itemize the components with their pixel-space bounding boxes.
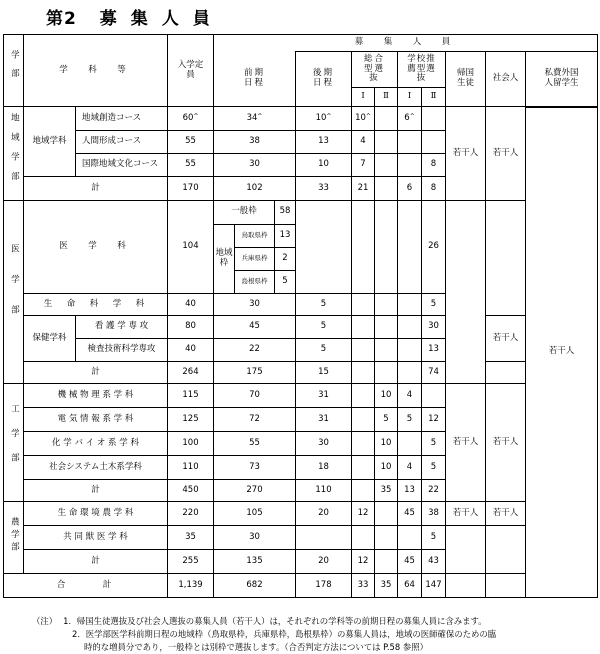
shakaijin-medical-bottom [486,362,526,384]
suisen2-cell: 5 [422,456,446,480]
suisen1-cell: 45 [398,550,422,574]
koki-cell: 110 [296,480,352,502]
teiin-cell: 35 [168,526,214,550]
suisen1-cell: 64 [398,574,422,598]
note-2: 2．医学部医学科前期日程の地域枠（鳥取県枠，兵庫県枠，島根県枠）の募集人員は，地域の医師確保のための臨 [72,629,497,639]
teiin-cell: 220 [168,502,214,526]
suisen1-cell: 5 [398,408,422,432]
header-zenki: 前期日程 [214,52,296,107]
sogo2-cell [375,177,398,201]
faculty-agriculture: 農学部 [4,502,24,574]
sogo2-cell [375,502,398,526]
zenki-cell: 38 [214,131,296,154]
zenki-cell: 22 [214,339,296,362]
sogo1-cell [352,432,375,456]
header-shakaijin: 社会人 [486,52,526,107]
dept-name: 化 学 バ イ オ 系 学 科 [24,432,168,456]
koki-cell: 31 [296,384,352,408]
header-boshu: 募 集 人 員 [214,35,598,52]
course-name: 地域創造コース [76,107,168,131]
suisen2-cell [422,384,446,408]
sogo1-cell: 4 [352,131,375,154]
sogo2-cell [375,526,398,550]
shakaijin-regional: 若干人 [486,107,526,201]
shakaijin-medical-top [486,201,526,316]
zenki-cell: 70 [214,384,296,408]
table-row [4,526,598,550]
sogo2-cell: 35 [375,480,398,502]
zenki-cell: 682 [214,574,296,598]
sogo1-cell: 12 [352,502,375,526]
suisen2-cell [422,131,446,154]
suisen2-cell: 22 [422,480,446,502]
zenki-cell: 30 [214,154,296,177]
suisen1-cell: 4 [398,456,422,480]
sogo1-cell: 10^ [352,107,375,131]
shakaijin-engineering: 若干人 [486,384,526,502]
chiiki-label: 地域枠 [214,224,235,293]
zenki-cell: 30 [214,526,296,550]
sogo1-cell [352,408,375,432]
koki-cell: 5 [296,316,352,339]
chiiki-shimane-value: 5 [275,270,296,293]
suisen2-cell [422,107,446,131]
dept-igakuka: 医 学 科 [24,201,168,294]
notes [32,615,592,654]
major-name: 検査技術科学専攻 [76,339,168,362]
sogo1-cell: 21 [352,177,375,201]
dept-hoken: 保健学科 [24,316,76,362]
suisen1-cell [398,362,422,384]
koki-cell: 10^ [296,107,352,131]
zenki-cell: 45 [214,316,296,339]
sogo1-cell [352,480,375,502]
suisen1-cell [398,294,422,316]
sogo1-cell [352,526,375,550]
header-gakka: 学 科 等 [24,35,168,107]
notes-prefix: （注） [32,616,58,626]
sogo2-cell: 10 [375,432,398,456]
shakaijin-total-empty [486,574,526,598]
suisen1-cell: 6^ [398,107,422,131]
koki-cell: 33 [296,177,352,201]
dept-name: 社会システム土木系学科 [24,456,168,480]
koki-cell: 13 [296,131,352,154]
suisen1-cell [398,526,422,550]
koki-cell [296,201,352,294]
sogo1-cell [352,339,375,362]
header-suisen: 学校推薦型選抜 [398,52,446,88]
koki-cell: 20 [296,550,352,574]
teiin-cell: 80 [168,316,214,339]
sogo1-cell: 33 [352,574,375,598]
teiin-cell: 170 [168,177,214,201]
sogo2-cell [375,362,398,384]
teiin-cell: 255 [168,550,214,574]
page-title [46,4,224,29]
suisen2-cell: 74 [422,362,446,384]
zenki-cell: 73 [214,456,296,480]
dept-regional: 地域学科 [24,107,76,177]
course-name: 国際地域文化コース [76,154,168,177]
header-sogo-2: Ⅱ [375,88,398,107]
chiiki-shimane-label: 島根県枠 [235,270,275,293]
sogo2-cell: 10 [375,384,398,408]
suisen2-cell: 43 [422,550,446,574]
table-row [4,502,598,526]
koki-cell: 10 [296,154,352,177]
teiin-cell: 115 [168,384,214,408]
faculty-medical: 医学部 [4,201,24,384]
course-name: 人間形成コース [76,131,168,154]
chiiki-tottori-value: 13 [275,224,296,247]
suisen1-cell: 13 [398,480,422,502]
table-row [4,201,598,294]
teiin-cell: 450 [168,480,214,502]
grand-total-label: 合 計 [4,574,168,598]
suisen1-cell: 45 [398,502,422,526]
suisen2-cell: 30 [422,316,446,339]
header-nyugaku-teiin: 入学定員 [168,35,214,107]
teiin-cell: 104 [168,201,214,294]
header-gakubu: 学部 [4,35,24,107]
sogo1-cell [352,316,375,339]
teiin-cell: 125 [168,408,214,432]
zenki-cell: 135 [214,550,296,574]
koki-cell: 18 [296,456,352,480]
kikoku-agriculture: 若干人 [446,502,486,526]
teiin-cell: 264 [168,362,214,384]
kikoku-medical [446,201,486,384]
total-label: 計 [24,550,168,574]
kikoku-agriculture-empty [446,526,486,574]
teiin-cell: 60^ [168,107,214,131]
suisen1-cell [398,432,422,456]
dept-name: 電 気 情 報 系 学 科 [24,408,168,432]
header-sogo: 総合型選抜 [352,52,398,88]
header-ryugaku: 私費外国人留学生 [526,52,598,107]
koki-cell: 15 [296,362,352,384]
faculty-regional: 地域学部 [4,107,24,201]
recruitment-table [3,34,598,598]
kikoku-total-empty [446,574,486,598]
koki-cell: 20 [296,502,352,526]
koki-cell: 178 [296,574,352,598]
dept-name: 機 械 物 理 系 学 科 [24,384,168,408]
zenki-cell: 72 [214,408,296,432]
suisen2-cell: 38 [422,502,446,526]
suisen1-cell: 6 [398,177,422,201]
sogo2-cell [375,154,398,177]
zenki-cell: 30 [214,294,296,316]
sogo1-cell: 7 [352,154,375,177]
teiin-cell: 55 [168,154,214,177]
zenki-cell: 270 [214,480,296,502]
sogo2-cell [375,316,398,339]
ippan-value: 58 [275,201,296,224]
teiin-cell: 100 [168,432,214,456]
table-row [4,107,598,131]
header-suisen-2: Ⅱ [422,88,446,107]
table-row [4,316,598,339]
shakaijin-medical: 若干人 [486,316,526,362]
suisen2-cell: 13 [422,339,446,362]
suisen2-cell: 26 [422,201,446,294]
suisen2-cell: 5 [422,432,446,456]
note-1: 1．帰国生徒選抜及び社会人選抜の募集人員（若干人）は，それぞれの学科等の前期日程の募集人員に含みます。 [63,616,487,626]
chiiki-tottori-label: 鳥取県枠 [235,224,275,247]
sogo2-cell [375,294,398,316]
teiin-cell: 1,139 [168,574,214,598]
total-label: 計 [24,480,168,502]
suisen1-cell [398,201,422,294]
teiin-cell: 40 [168,294,214,316]
teiin-cell: 40 [168,339,214,362]
suisen2-cell: 5 [422,526,446,550]
sogo1-cell [352,294,375,316]
sogo2-cell: 5 [375,408,398,432]
zenki-cell: 102 [214,177,296,201]
total-row [4,362,598,384]
suisen2-cell: 147 [422,574,446,598]
table-row [4,384,598,408]
chiiki-hyogo-label: 兵庫県枠 [235,247,275,270]
sogo1-cell [352,384,375,408]
suisen2-cell: 8 [422,177,446,201]
header-row-1 [4,35,598,52]
sogo2-cell [375,550,398,574]
koki-cell: 5 [296,339,352,362]
ryugaku-all: 若干人 [526,107,598,598]
title-text: 募集人員 [99,9,224,29]
sogo1-cell [352,456,375,480]
header-koki: 後期日程 [296,52,352,107]
sogo2-cell: 10 [375,456,398,480]
zenki-cell: 175 [214,362,296,384]
sogo2-cell [375,107,398,131]
title-number: 第2 [46,9,77,29]
chiiki-hyogo-value: 2 [275,247,296,270]
shakaijin-agriculture-empty [486,526,526,574]
suisen1-cell [398,131,422,154]
sogo2-cell: 35 [375,574,398,598]
suisen1-cell [398,339,422,362]
teiin-cell: 110 [168,456,214,480]
sogo1-cell [352,201,375,294]
dept-name: 生 命 環 境 農 学 科 [24,502,168,526]
kikoku-engineering: 若干人 [446,384,486,502]
zenki-cell: 34^ [214,107,296,131]
total-label: 計 [24,177,168,201]
dept-seimei: 生 命 科 学 科 [24,294,168,316]
major-name: 看 護 学 専 攻 [76,316,168,339]
shakaijin-agriculture: 若干人 [486,502,526,526]
sogo1-cell: 12 [352,550,375,574]
kikoku-regional: 若干人 [446,107,486,201]
teiin-cell: 55 [168,131,214,154]
zenki-cell: 55 [214,432,296,456]
total-label: 計 [24,362,168,384]
sogo2-cell [375,131,398,154]
header-kikoku: 帰国生徒 [446,52,486,107]
suisen1-cell: 4 [398,384,422,408]
sogo1-cell [352,362,375,384]
dept-name: 共 同 獣 医 学 科 [24,526,168,550]
sogo2-cell [375,201,398,294]
suisen1-cell [398,154,422,177]
koki-cell: 30 [296,432,352,456]
suisen2-cell: 8 [422,154,446,177]
suisen2-cell: 12 [422,408,446,432]
suisen1-cell [398,316,422,339]
koki-cell: 31 [296,408,352,432]
zenki-cell: 105 [214,502,296,526]
grand-total-row [4,574,598,598]
koki-cell: 5 [296,294,352,316]
header-sogo-1: Ⅰ [352,88,375,107]
ippan-label: 一般枠 [214,201,275,224]
zenki-breakdown [214,201,296,294]
header-suisen-1: Ⅰ [398,88,422,107]
koki-cell [296,526,352,550]
note-2-cont: 時的な増員分であり，一般枠とは別枠で選抜します。（合否判定方法については P.58 参照） [84,642,428,652]
faculty-engineering: 工学部 [4,384,24,502]
sogo2-cell [375,339,398,362]
suisen2-cell: 5 [422,294,446,316]
